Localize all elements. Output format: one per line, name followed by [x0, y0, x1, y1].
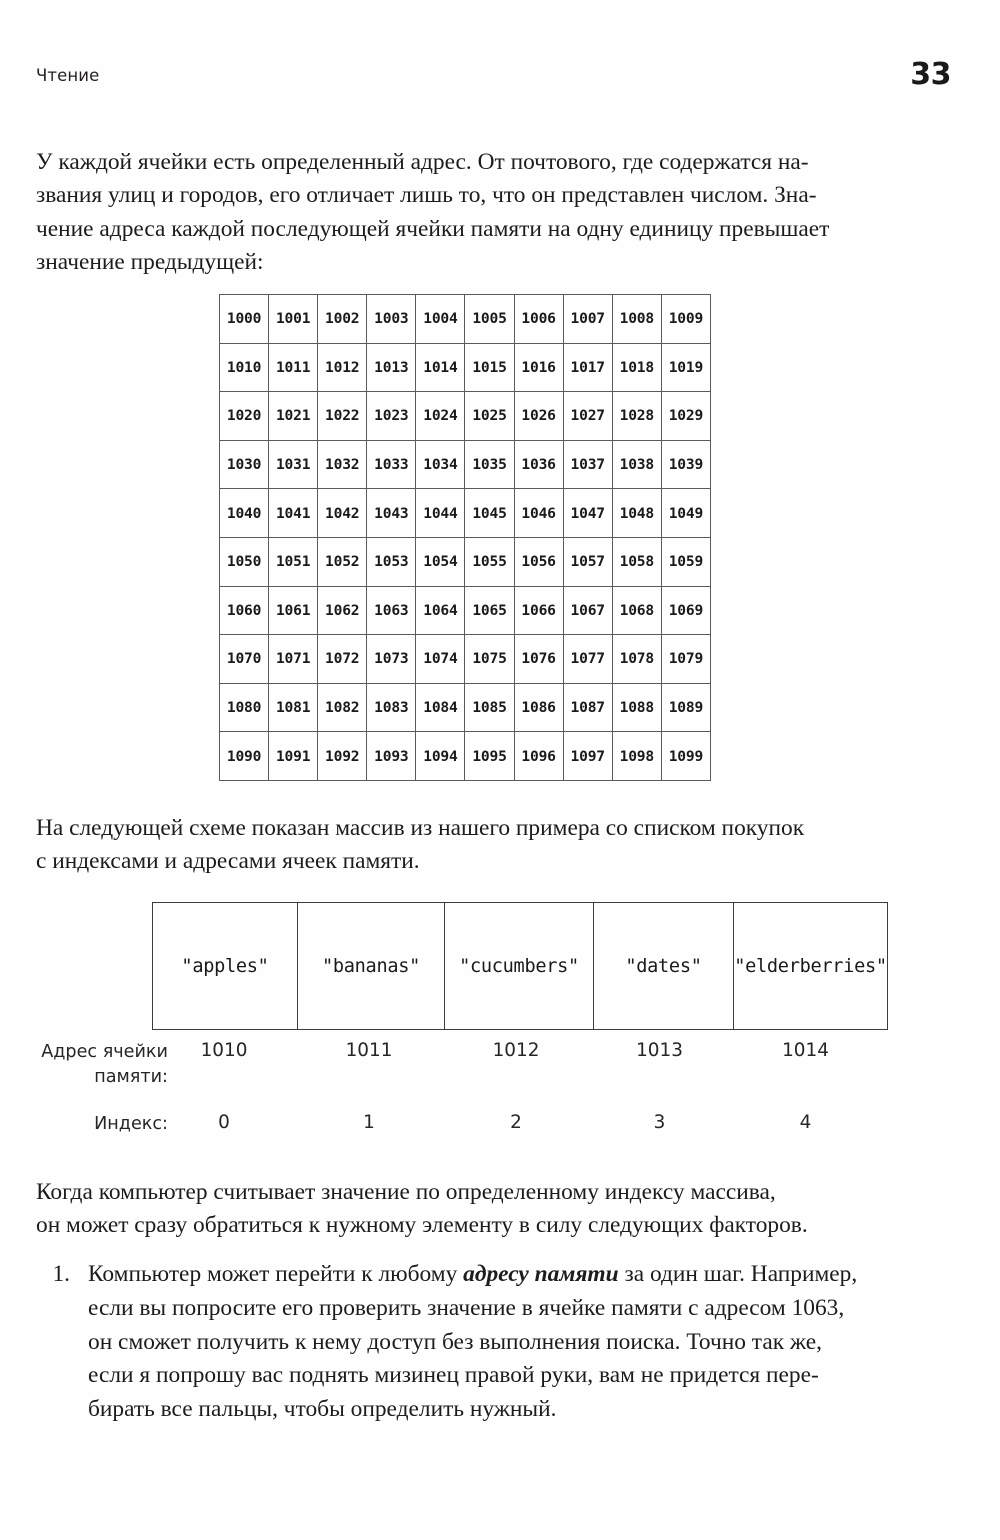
memory-cell: 1055: [465, 537, 514, 586]
memory-cell: 1012: [318, 343, 367, 392]
memory-address-label: [0, 1040, 168, 1090]
memory-cell: 1090: [220, 732, 269, 781]
memory-address-value: 1012: [492, 1040, 540, 1061]
memory-cell: 1045: [465, 489, 514, 538]
memory-cell: 1018: [612, 343, 661, 392]
memory-cell: 1056: [514, 537, 563, 586]
list-item-line: если вы попросите его проверить значение в ячейке памяти с адресом 1063,: [88, 1294, 845, 1321]
memory-cell: 1024: [416, 392, 465, 441]
memory-cell: 1011: [269, 343, 318, 392]
array-cells-table: [152, 902, 888, 1030]
memory-cell: 1046: [514, 489, 563, 538]
memory-cell: 1041: [269, 489, 318, 538]
memory-cell: 1017: [563, 343, 612, 392]
memory-cell: 1044: [416, 489, 465, 538]
memory-cell: 1006: [514, 295, 563, 344]
table-row: [220, 683, 711, 732]
memory-cell: 1033: [367, 440, 416, 489]
memory-address-value: 1013: [636, 1040, 683, 1061]
running-header: [36, 57, 964, 96]
array-cells-body: [153, 903, 888, 1030]
memory-cell: 1032: [318, 440, 367, 489]
memory-cell: 1096: [514, 732, 563, 781]
memory-cell: 1035: [465, 440, 514, 489]
memory-address-grid: [219, 294, 711, 781]
chapter-title: Чтение: [36, 66, 100, 85]
memory-cell: 1062: [318, 586, 367, 635]
memory-cell: 1023: [367, 392, 416, 441]
table-row: [220, 537, 711, 586]
memory-cell: 1087: [563, 683, 612, 732]
array-cell: "bananas": [298, 903, 445, 1030]
memory-cell: 1036: [514, 440, 563, 489]
table-row: [220, 732, 711, 781]
memory-cell: 1079: [661, 635, 710, 684]
memory-cell: 1057: [563, 537, 612, 586]
index-value: 0: [218, 1112, 230, 1133]
table-row: [220, 295, 711, 344]
memory-cell: 1025: [465, 392, 514, 441]
paragraph-intro: [36, 146, 924, 280]
memory-cell: 1010: [220, 343, 269, 392]
memory-cell: 1071: [269, 635, 318, 684]
paragraph-line: Когда компьютер считывает значение по определенному индексу массива,: [36, 1179, 776, 1205]
memory-cell: 1040: [220, 489, 269, 538]
memory-cell: 1066: [514, 586, 563, 635]
list-item-line: он сможет получить к нему доступ без выполнения поиска. Точно так же,: [88, 1328, 822, 1355]
numbered-list: [36, 1258, 924, 1427]
memory-cell: 1085: [465, 683, 514, 732]
memory-address-value: 1010: [200, 1040, 248, 1061]
memory-cell: 1043: [367, 489, 416, 538]
memory-cell: 1039: [661, 440, 710, 489]
memory-cell: 1075: [465, 635, 514, 684]
paragraph-line: он может сразу обратиться к нужному элементу в силу следующих факторов.: [36, 1212, 808, 1239]
memory-cell: 1007: [563, 295, 612, 344]
memory-address-value: 1011: [345, 1040, 393, 1061]
memory-cell: 1069: [661, 586, 710, 635]
memory-cell: 1042: [318, 489, 367, 538]
memory-cell: 1089: [661, 683, 710, 732]
memory-cell: 1047: [563, 489, 612, 538]
memory-cell: 1084: [416, 683, 465, 732]
paragraph-line: с индексами и адресами ячеек памяти.: [36, 848, 420, 875]
memory-cell: 1037: [563, 440, 612, 489]
paragraph-line: У каждой ячейки есть определенный адрес. От почтового, где содержатся на-: [36, 149, 809, 175]
memory-cell: 1064: [416, 586, 465, 635]
index-value: 2: [510, 1112, 522, 1133]
paragraph-line: звания улиц и городов, его отличает лишь то, что он представлен числом. Зна-: [36, 182, 817, 209]
memory-cell: 1077: [563, 635, 612, 684]
memory-cell: 1063: [367, 586, 416, 635]
list-item-line: [88, 1258, 924, 1292]
memory-cell: 1095: [465, 732, 514, 781]
index-label: [0, 1112, 168, 1137]
memory-cell: 1015: [465, 343, 514, 392]
array-cell: "elderberries": [734, 903, 888, 1030]
memory-cell: 1030: [220, 440, 269, 489]
memory-cell: 1065: [465, 586, 514, 635]
memory-cell: 1092: [318, 732, 367, 781]
table-row: [220, 489, 711, 538]
memory-cell: 1050: [220, 537, 269, 586]
memory-cell: 1020: [220, 392, 269, 441]
memory-cell: 1076: [514, 635, 563, 684]
table-row: [220, 635, 711, 684]
paragraph-line: значение предыдущей:: [36, 249, 264, 276]
array-diagram: [152, 902, 887, 1030]
memory-cell: 1053: [367, 537, 416, 586]
index-values: [152, 1112, 882, 1133]
paragraph-array-intro: [36, 812, 924, 879]
memory-cell: 1009: [661, 295, 710, 344]
memory-cell: 1016: [514, 343, 563, 392]
memory-cell: 1074: [416, 635, 465, 684]
memory-cell: 1073: [367, 635, 416, 684]
memory-cell: 1038: [612, 440, 661, 489]
memory-address-values: [152, 1040, 882, 1061]
memory-cell: 1094: [416, 732, 465, 781]
memory-cell: 1052: [318, 537, 367, 586]
paragraph-line: На следующей схеме показан массив из нашего примера со списком покупок: [36, 815, 805, 841]
memory-cell: 1005: [465, 295, 514, 344]
memory-cell: 1027: [563, 392, 612, 441]
memory-cell: 1093: [367, 732, 416, 781]
memory-cell: 1002: [318, 295, 367, 344]
table-row: [220, 440, 711, 489]
memory-cell: 1081: [269, 683, 318, 732]
index-value: 4: [799, 1112, 812, 1133]
array-cell: "dates": [594, 903, 734, 1030]
list-line-text-b: за один шаг. Например,: [618, 1261, 858, 1287]
table-row: [153, 903, 888, 1030]
memory-address-label-line1: Адрес ячейки: [41, 1042, 168, 1062]
memory-cell: 1072: [318, 635, 367, 684]
list-item-line: если я попрошу вас поднять мизинец правой руки, вам не придется пере-: [88, 1362, 819, 1389]
memory-cell: 1008: [612, 295, 661, 344]
memory-cell: 1022: [318, 392, 367, 441]
paragraph-line: чение адреса каждой последующей ячейки памяти на одну единицу превышает: [36, 215, 830, 242]
memory-cell: 1000: [220, 295, 269, 344]
memory-cell: 1061: [269, 586, 318, 635]
memory-cell: 1068: [612, 586, 661, 635]
memory-cell: 1013: [367, 343, 416, 392]
memory-cell: 1091: [269, 732, 318, 781]
memory-address-value: 1014: [782, 1040, 829, 1061]
index-label-text: Индекс:: [94, 1114, 168, 1134]
page-number: 33: [910, 57, 951, 92]
memory-cell: 1021: [269, 392, 318, 441]
memory-cell: 1049: [661, 489, 710, 538]
memory-cell: 1086: [514, 683, 563, 732]
memory-cell: 1026: [514, 392, 563, 441]
array-cell: "apples": [153, 903, 298, 1030]
memory-cell: 1083: [367, 683, 416, 732]
memory-cell: 1097: [563, 732, 612, 781]
memory-cell: 1014: [416, 343, 465, 392]
memory-cell: 1004: [416, 295, 465, 344]
memory-cell: 1019: [661, 343, 710, 392]
memory-cell: 1098: [612, 732, 661, 781]
paragraph-reading-intro: [36, 1176, 924, 1243]
memory-cell: 1082: [318, 683, 367, 732]
table-row: [220, 343, 711, 392]
list-line-text-a: Компьютер может перейти к любому: [88, 1261, 464, 1287]
memory-cell: 1029: [661, 392, 710, 441]
index-value: 3: [653, 1112, 666, 1133]
memory-cell: 1088: [612, 683, 661, 732]
index-value: 1: [363, 1112, 375, 1133]
list-item: [36, 1258, 924, 1427]
memory-cell: 1003: [367, 295, 416, 344]
memory-cell: 1028: [612, 392, 661, 441]
memory-address-label-line2: памяти:: [94, 1067, 168, 1087]
memory-cell: 1060: [220, 586, 269, 635]
memory-cell: 1070: [220, 635, 269, 684]
list-item-number: 1.: [52, 1261, 70, 1287]
array-cell: "cucumbers": [445, 903, 594, 1030]
memory-cell: 1067: [563, 586, 612, 635]
table-row: [220, 392, 711, 441]
memory-cell: 1059: [661, 537, 710, 586]
memory-cell: 1054: [416, 537, 465, 586]
memory-cell: 1080: [220, 683, 269, 732]
memory-cell: 1031: [269, 440, 318, 489]
memory-cell: 1001: [269, 295, 318, 344]
memory-cell: 1058: [612, 537, 661, 586]
memory-cell: 1048: [612, 489, 661, 538]
table-row: [220, 586, 711, 635]
memory-grid-body: [220, 295, 711, 781]
memory-cell: 1034: [416, 440, 465, 489]
memory-cell: 1051: [269, 537, 318, 586]
list-item-line: бирать все пальцы, чтобы определить нужный.: [88, 1396, 557, 1423]
memory-cell: 1078: [612, 635, 661, 684]
emphasis-memory-address: адресу памяти: [463, 1261, 619, 1287]
memory-cell: 1099: [661, 732, 710, 781]
